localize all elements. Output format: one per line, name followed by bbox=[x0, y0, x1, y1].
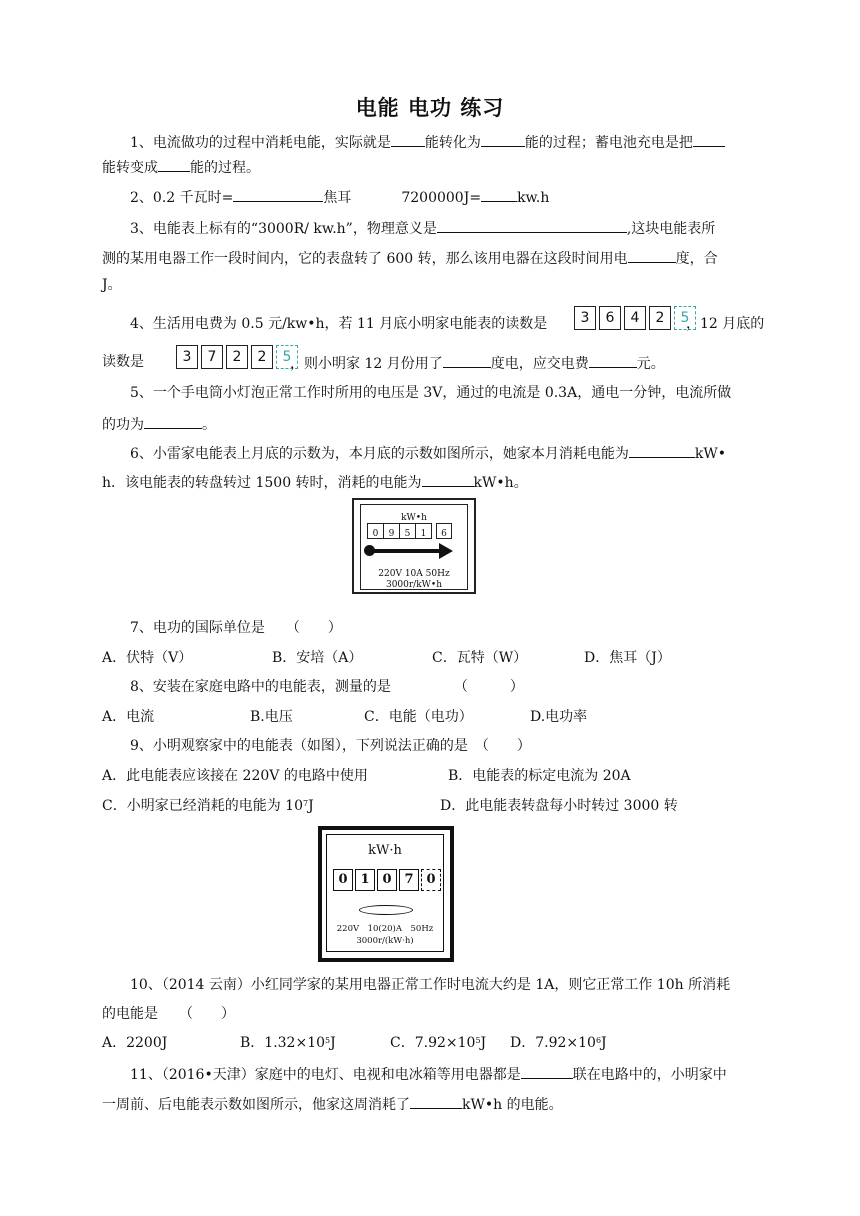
answer-blank[interactable] bbox=[437, 218, 627, 233]
q10-text-b: 的电能是 （ ） bbox=[102, 1006, 235, 1022]
meter-spec-constant: 3000r/kW•h bbox=[385, 580, 443, 590]
q11-text-c: 一周前、后电能表示数如图所示，他家这周消耗了 bbox=[102, 1097, 410, 1113]
q9-option-a[interactable]: A．此电能表应该接在 220V 的电路中使用 bbox=[102, 768, 368, 784]
q1-text-c: 能的过程；蓄电池充电是把 bbox=[524, 135, 693, 151]
answer-blank[interactable] bbox=[589, 353, 637, 368]
q7-option-d[interactable]: D．焦耳（J） bbox=[584, 650, 671, 666]
answer-blank[interactable] bbox=[233, 187, 323, 202]
q4-text-e: 度电，应交电费 bbox=[490, 356, 589, 372]
q11-text-b: 联在电路中的，小明家中 bbox=[572, 1067, 727, 1083]
digit: 9 bbox=[383, 523, 399, 539]
decimal-digit: 5 bbox=[276, 345, 298, 369]
digit: 7 bbox=[201, 345, 223, 369]
answer-blank[interactable] bbox=[144, 414, 202, 429]
q10-text-a: 10、（2014 云南）小红同学家的某用电器正常工作时电流大约是 1A，则它正常工作 10h 所消耗 bbox=[130, 977, 731, 993]
q9-c-unit: J bbox=[308, 798, 314, 814]
q11-text-a: 11、（2016•天津）家庭中的电灯、电视和电冰箱等用电器都是 bbox=[130, 1067, 521, 1083]
digit: 1 bbox=[415, 523, 432, 539]
meter-specs bbox=[327, 923, 443, 947]
q10-option-b[interactable] bbox=[240, 1034, 336, 1052]
question-11-line-1 bbox=[130, 1064, 727, 1084]
q3-text-d: 度，合 bbox=[675, 251, 718, 267]
arrow-right-icon bbox=[439, 543, 453, 559]
meter-reading-november bbox=[574, 306, 699, 330]
q10-d-unit: J bbox=[601, 1035, 607, 1051]
q10-c-exponent: 5 bbox=[475, 1036, 481, 1045]
answer-blank[interactable] bbox=[481, 187, 517, 202]
q10-c-unit: J bbox=[480, 1035, 487, 1051]
q9-stem-text: 9、小明观察家中的电能表（如图），下列说法正确的是 （ ） bbox=[130, 738, 531, 754]
digit: 5 bbox=[399, 523, 415, 539]
q6-text-a: 6、小雷家电能表上月底的示数为，本月底的示数如图所示，她家本月消耗电能为 bbox=[130, 446, 629, 462]
q9-c-text: C．小明家已经消耗的电能为 10 bbox=[102, 798, 303, 814]
q4-text-a: 4、生活用电费为 0.5 元/kw•h，若 11 月底小明家电能表的读数是 bbox=[130, 316, 548, 332]
q8-stem-text: 8、安装在家庭电路中的电能表，测量的是 （ ） bbox=[130, 679, 524, 695]
meter-spec-constant: 3000r/(kW·h) bbox=[356, 936, 414, 946]
digit: 0 bbox=[333, 869, 353, 891]
q6-text-b: kW• bbox=[694, 446, 727, 462]
question-3-line-3 bbox=[102, 276, 122, 294]
dial-pointer-icon bbox=[367, 549, 443, 553]
q7-option-a[interactable]: A．伏特（V） bbox=[102, 650, 193, 666]
digit: 2 bbox=[251, 345, 273, 369]
q9-option-b[interactable]: B．电能表的标定电流为 20A bbox=[448, 768, 631, 784]
question-2 bbox=[130, 187, 549, 207]
q4-text-f: 元。 bbox=[636, 356, 665, 372]
q9-option-c[interactable] bbox=[102, 797, 314, 815]
answer-blank[interactable] bbox=[628, 248, 676, 263]
question-3-line-2 bbox=[102, 248, 718, 268]
question-5-line-1 bbox=[130, 384, 731, 402]
electric-meter-figure-2 bbox=[318, 826, 454, 962]
q6-text-d: kW•h。 bbox=[473, 475, 528, 491]
q1-text-d: 能转变成 bbox=[102, 160, 158, 176]
q3-text-a: 3、电能表上标有的“3000R/ kw.h”，物理意义是 bbox=[130, 221, 437, 237]
q8-option-a[interactable]: A．电流 bbox=[102, 709, 155, 725]
question-6-line-1 bbox=[130, 443, 726, 463]
decimal-digit: 6 bbox=[436, 523, 452, 539]
q2-text-c: 7200000J= bbox=[401, 190, 482, 206]
meter-spec-rating: 220V 10A 50Hz bbox=[378, 569, 450, 579]
answer-blank[interactable] bbox=[391, 132, 425, 147]
q10-b-text: B．1.32×10 bbox=[240, 1035, 326, 1051]
answer-blank[interactable] bbox=[481, 132, 525, 147]
digit: 2 bbox=[649, 306, 671, 330]
answer-blank[interactable] bbox=[443, 353, 491, 368]
q10-b-unit: J bbox=[330, 1035, 336, 1051]
digit: 7 bbox=[399, 869, 419, 891]
q7-option-b[interactable]: B．安培（A） bbox=[272, 650, 363, 666]
question-7-stem bbox=[130, 619, 342, 637]
q6-text-c: h．该电能表的转盘转过 1500 转时，消耗的电能为 bbox=[102, 475, 422, 491]
q10-d-exponent: 6 bbox=[595, 1036, 602, 1045]
page-title: 电能 电功 练习 bbox=[355, 96, 505, 120]
q8-option-d[interactable]: D.电功率 bbox=[530, 709, 588, 725]
digit: 0 bbox=[367, 523, 383, 539]
q3-text-b: ,这块电能表所 bbox=[626, 221, 716, 237]
q10-option-a[interactable]: A．2200J bbox=[102, 1035, 168, 1051]
q2-text-b: 焦耳 bbox=[323, 190, 352, 206]
q3-text-e: J。 bbox=[102, 277, 122, 293]
answer-blank[interactable] bbox=[158, 157, 190, 172]
q2-text-d: kw.h bbox=[517, 190, 550, 206]
q4-text-b: ，12 月底的 bbox=[686, 316, 765, 332]
digit: 6 bbox=[599, 306, 621, 330]
digit: 0 bbox=[377, 869, 397, 891]
q7-option-c[interactable]: C．瓦特（W） bbox=[432, 650, 528, 666]
question-11-line-2 bbox=[102, 1094, 563, 1114]
q4-text-d: ，则小明家 12 月份用了 bbox=[290, 356, 443, 372]
q10-d-text: D．7.92×10 bbox=[510, 1035, 596, 1051]
q3-text-c: 测的某用电器工作一段时间内，它的表盘转了 600 转，那么该用电器在这段时间用电 bbox=[102, 251, 628, 267]
q5-text-a: 5、一个手电筒小灯泡正常工作时所用的电压是 3V，通过的电流是 0.3A，通电一分钟，电流所做 bbox=[130, 385, 732, 401]
rotating-disc-icon bbox=[359, 905, 413, 915]
decimal-digit: 0 bbox=[421, 869, 441, 891]
question-6-line-2 bbox=[102, 472, 528, 492]
question-5-line-2 bbox=[102, 414, 216, 434]
digit: 4 bbox=[624, 306, 646, 330]
q1-text-b: 能转化为 bbox=[424, 135, 481, 151]
meter-panel bbox=[360, 504, 468, 590]
meter-digits bbox=[367, 523, 452, 539]
meter-specs bbox=[361, 569, 467, 591]
question-10-line-2 bbox=[102, 1005, 235, 1023]
q4-line-2-rest bbox=[290, 353, 665, 373]
answer-blank[interactable] bbox=[521, 1064, 573, 1079]
q8-option-b[interactable]: B.电压 bbox=[250, 709, 293, 725]
answer-blank[interactable] bbox=[422, 472, 474, 487]
q5-text-b: 的功为 bbox=[102, 417, 144, 433]
q11-text-d: kW•h 的电能。 bbox=[462, 1097, 563, 1113]
q7-stem-text: 7、电功的国际单位是 （ ） bbox=[130, 620, 342, 636]
question-1-line-1 bbox=[130, 132, 725, 152]
q10-option-d[interactable] bbox=[510, 1034, 607, 1052]
electric-meter-figure-1 bbox=[352, 498, 476, 594]
meter-spec-rating: 220V 10(20)A 50Hz bbox=[336, 924, 434, 934]
answer-blank[interactable] bbox=[629, 443, 695, 458]
meter-unit: kW·h bbox=[368, 843, 402, 858]
q9-option-d[interactable]: D．此电能表转盘每小时转过 3000 转 bbox=[440, 798, 678, 814]
q1-text-e: 能的过程。 bbox=[190, 160, 260, 176]
q4-text-c: 读数是 bbox=[102, 354, 144, 370]
q4-text-c-wrap bbox=[102, 353, 144, 371]
q10-c-text: C．7.92×10 bbox=[390, 1035, 476, 1051]
q1-text-a: 1、电流做功的过程中消耗电能，实际就是 bbox=[130, 135, 391, 151]
answer-blank[interactable] bbox=[410, 1094, 462, 1109]
q10-b-exponent: 5 bbox=[325, 1036, 331, 1045]
answer-blank[interactable] bbox=[693, 132, 725, 147]
q4-text-b-wrap bbox=[686, 315, 764, 333]
meter-unit: kW•h bbox=[401, 513, 427, 523]
q2-text-a: 2、0.2 千瓦时= bbox=[130, 190, 234, 206]
q9-c-exponent: 7 bbox=[302, 799, 309, 808]
question-3-line-1 bbox=[130, 218, 715, 238]
q8-option-c[interactable]: C．电能（电功） bbox=[364, 709, 473, 725]
question-9-stem bbox=[130, 737, 531, 755]
meter-reading-december bbox=[176, 345, 301, 369]
digit: 1 bbox=[355, 869, 375, 891]
digit: 2 bbox=[226, 345, 248, 369]
question-10-line-1 bbox=[130, 976, 730, 994]
question-8-stem bbox=[130, 678, 524, 696]
q5-text-c: 。 bbox=[202, 417, 216, 433]
digit: 3 bbox=[574, 306, 596, 330]
question-1-line-2 bbox=[102, 157, 260, 177]
digit: 3 bbox=[176, 345, 198, 369]
question-4-line-1 bbox=[130, 315, 547, 333]
meter-panel bbox=[326, 834, 444, 952]
decimal-digit: 5 bbox=[674, 306, 696, 330]
meter-digits bbox=[333, 869, 443, 891]
q10-option-c[interactable] bbox=[390, 1034, 486, 1052]
